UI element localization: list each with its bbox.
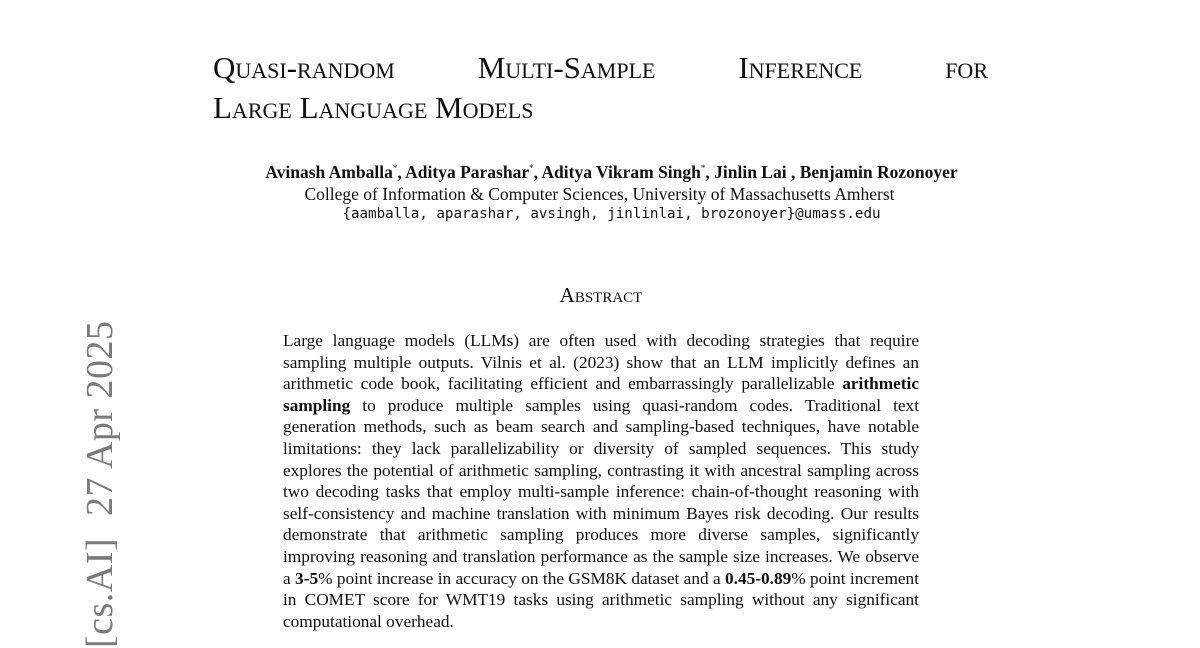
arxiv-stamp: [78, 320, 122, 648]
affiliation-text: College of Information & Computer Sciences, University of Massachusetts Amherst: [304, 184, 895, 204]
equal-contribution-mark: *: [392, 163, 398, 173]
abstract-emphasis: 0.45-0.89: [725, 568, 792, 588]
arxiv-date: 27 Apr 2025: [79, 320, 121, 516]
paper-title: [213, 48, 988, 128]
author-name: Benjamin Rozonoyer: [799, 162, 958, 182]
author-name: Aditya Vikram Singh: [541, 162, 701, 182]
abstract-text: % point increment in COMET score for WMT19 tasks using arithmetic sampling without any significant computational overhead.: [283, 568, 920, 631]
affiliation: [213, 184, 1010, 205]
author-emails: {aamballa, aparashar, avsingh, jinlinlai, brozonoyer}@umass.edu: [342, 206, 881, 222]
author-separator: ,: [705, 162, 715, 182]
author-name: Jinlin Lai: [714, 162, 787, 182]
author-name: Aditya Parashar: [405, 162, 530, 182]
author-list: [213, 162, 1010, 183]
abstract-emphasis: arithmetic sampling: [283, 374, 919, 415]
equal-contribution-mark: *: [700, 163, 706, 173]
author-separator: ,: [397, 162, 406, 182]
abstract-body: [283, 330, 919, 632]
abstract-text: to produce multiple samples using quasi-random codes. Traditional text generation methods, such as beam search and sampling-based techniques, have notable limitations: they lack parallelizability or diversity of sampled sequences. This study explores the potential of arithmetic sampling, contrasting it with ancestral sampling across two decoding tasks that employ multi-sample inference: chain-of-thought reasoning with self-consistency and machine translation with minimum Bayes risk decoding. Our results demonstrate that arithmetic sampling produces more diverse samples, significantly improving reasoning and translation performance as the sample size increases. We observe a: [283, 395, 919, 588]
abstract-text: Large language models (LLMs) are often used with decoding strategies that require sampling multiple outputs. Vilnis et al. (2023) show that an LLM implicitly defines an arithmetic code book, facilitating efficient and embarrassingly parallelizable: [283, 331, 919, 394]
author-separator: ,: [786, 162, 800, 182]
paper-title-line-2: Large Language Models: [213, 90, 534, 125]
equal-contribution-mark: *: [529, 163, 534, 173]
abstract-emphasis: 3-5: [295, 568, 319, 588]
author-name: Avinash Amballa: [265, 162, 393, 182]
author-separator: ,: [533, 162, 542, 182]
abstract-text: % point increase in accuracy on the GSM8K dataset and a: [318, 568, 726, 588]
paper-title-line-1: Quasi-random Multi-Sample Inference for: [213, 50, 988, 85]
arxiv-category: [cs.AI]: [79, 537, 121, 648]
abstract-heading: Abstract: [559, 283, 643, 307]
